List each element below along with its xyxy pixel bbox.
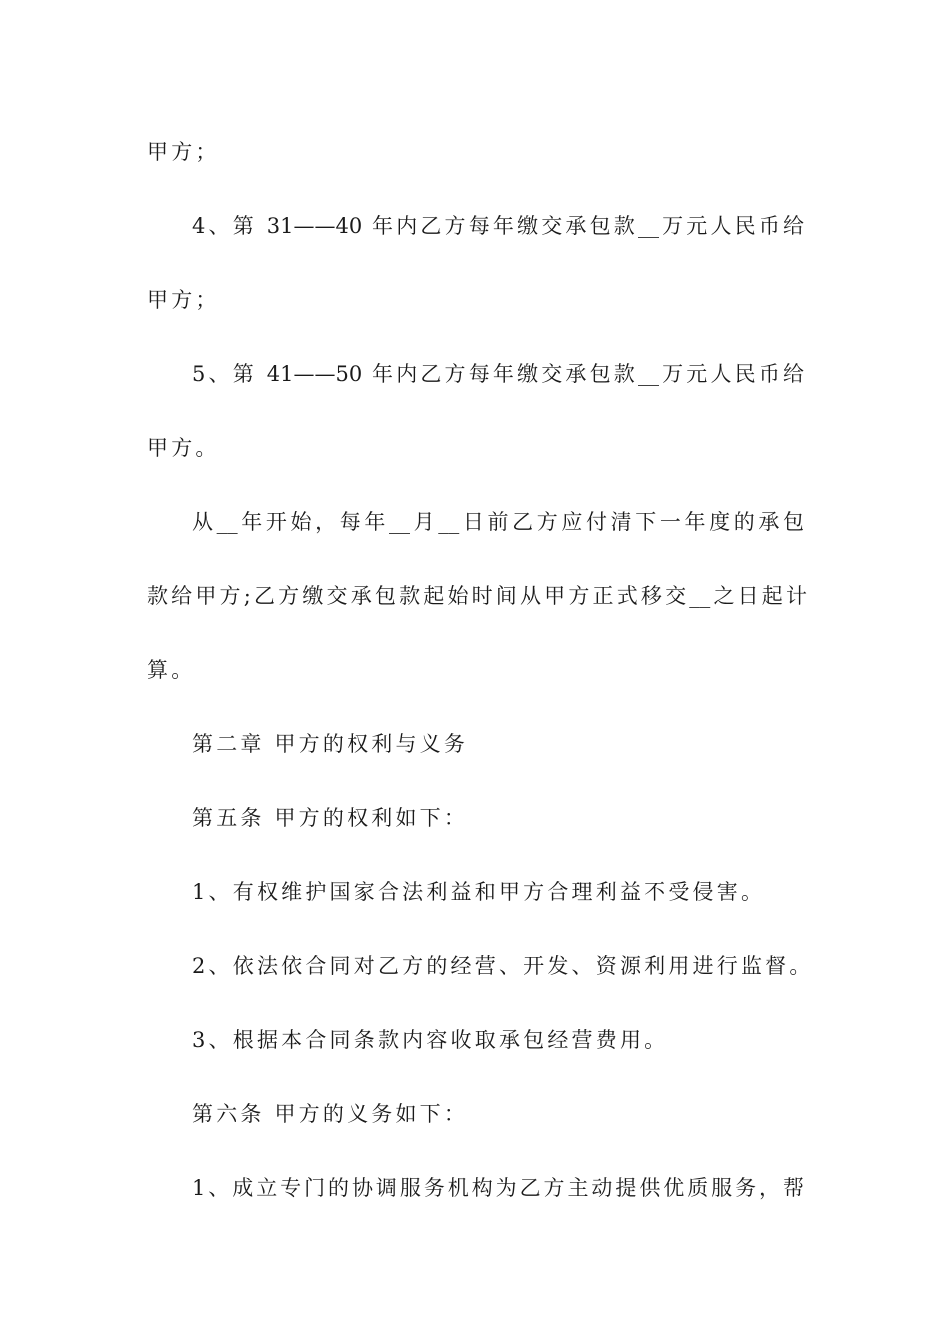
chapter-heading: 第二章 甲方的权利与义务 — [192, 732, 469, 756]
text-line: 1、成立专门的协调服务机构为乙方主动提供优质服务，帮 — [192, 1176, 804, 1200]
text-line: 从__年开始，每年__月__日前乙方应付清下一年度的承包 — [192, 510, 804, 534]
text-line: 甲方； — [147, 288, 220, 312]
article-heading: 第六条 甲方的义务如下： — [192, 1102, 469, 1126]
text-line: 3、根据本合同条款内容收取承包经营费用。 — [192, 1028, 669, 1052]
text-line: 4、第 31——40 年内乙方每年缴交承包款__万元人民币给 — [192, 214, 804, 238]
text-line: 5、第 41——50 年内乙方每年缴交承包款__万元人民币给 — [192, 362, 804, 386]
text-line: 2、依法依合同对乙方的经营、开发、资源利用进行监督。 — [192, 954, 814, 978]
article-heading: 第五条 甲方的权利如下： — [192, 806, 469, 830]
text-line: 款给甲方;乙方缴交承包款起始时间从甲方正式移交__之日起计 — [147, 584, 807, 608]
text-line: 甲方； — [147, 140, 220, 164]
text-line: 算。 — [147, 658, 196, 682]
text-line: 甲方。 — [147, 436, 220, 460]
text-line: 1、有权维护国家合法利益和甲方合理利益不受侵害。 — [192, 880, 766, 904]
